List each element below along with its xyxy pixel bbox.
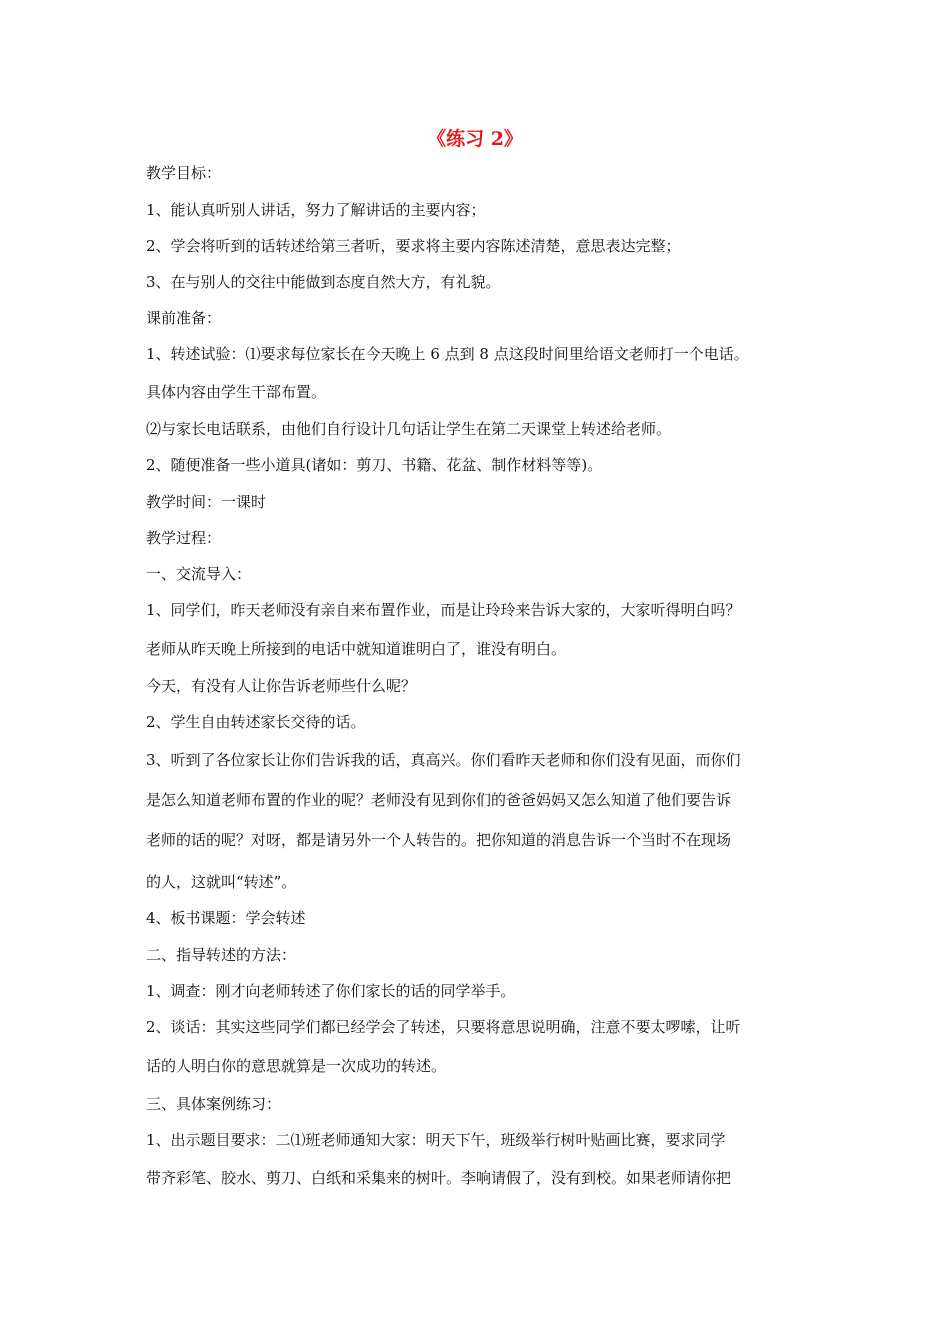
text-line: 老师从昨天晚上所接到的电话中就知道谁明白了，谁没有明白。 xyxy=(146,640,567,658)
text-line: 的人，这就叫“转述”。 xyxy=(146,873,297,891)
text-line: 2、学生自由转述家长交待的话。 xyxy=(146,713,366,731)
text-line: 1、调查：刚才向老师转述了你们家长的话的同学举手。 xyxy=(146,982,516,1000)
text-line: 1、转述试验：⑴要求每位家长在今天晚上 6 点到 8 点这段时间里给语文老师打一个电话。 xyxy=(146,345,749,363)
section-heading: 一、交流导入： xyxy=(146,565,252,583)
text-line: 是怎么知道老师布置的作业的呢？老师没有见到你们的爸爸妈妈又怎么知道了他们要告诉 xyxy=(146,791,732,809)
text-line: 老师的话的呢？对呀，都是请另外一个人转告的。把你知道的消息告诉一个当时不在现场 xyxy=(146,831,732,849)
text-line: 2、随便准备一些小道具(诸如：剪刀、书籍、花盆、制作材料等等)。 xyxy=(146,456,603,474)
section-heading: 三、具体案例练习： xyxy=(146,1095,282,1113)
text-line: 4、板书课题：学会转述 xyxy=(146,909,306,927)
text-line: 具体内容由学生干部布置。 xyxy=(146,383,327,401)
text-line: 教学时间：一课时 xyxy=(146,493,267,511)
text-line: 1、同学们，昨天老师没有亲自来布置作业，而是让玲玲来告诉大家的，大家听得明白吗？ xyxy=(146,601,741,619)
section-heading: 教学过程： xyxy=(146,529,222,547)
document-title: 《练习 2》 xyxy=(427,128,523,150)
text-line: 今天，有没有人让你告诉老师些什么呢？ xyxy=(146,677,417,695)
text-line: 3、听到了各位家长让你们告诉我的话，真高兴。你们看昨天老师和你们没有见面，而你们 xyxy=(146,751,741,769)
section-heading: 二、指导转述的方法： xyxy=(146,946,297,964)
text-line: 2、学会将听到的话转述给第三者听，要求将主要内容陈述清楚，意思表达完整； xyxy=(146,237,681,255)
section-heading: 教学目标： xyxy=(146,164,222,182)
text-line: 3、在与别人的交往中能做到态度自然大方，有礼貌。 xyxy=(146,273,501,291)
text-line: 带齐彩笔、胶水、剪刀、白纸和采集来的树叶。李响请假了，没有到校。如果老师请你把 xyxy=(146,1169,732,1187)
text-line: 话的人明白你的意思就算是一次成功的转述。 xyxy=(146,1057,447,1075)
text-line: 2、谈话：其实这些同学们都已经学会了转述，只要将意思说明确，注意不要太啰嗦，让听 xyxy=(146,1018,741,1036)
text-line: 1、出示题目要求：二⑴班老师通知大家：明天下午，班级举行树叶贴画比赛，要求同学 xyxy=(146,1131,726,1149)
text-line: 1、能认真听别人讲话，努力了解讲话的主要内容； xyxy=(146,201,486,219)
text-line: ⑵与家长电话联系，由他们自行设计几句话让学生在第二天课堂上转述给老师。 xyxy=(146,420,672,438)
section-heading: 课前准备： xyxy=(146,309,222,327)
